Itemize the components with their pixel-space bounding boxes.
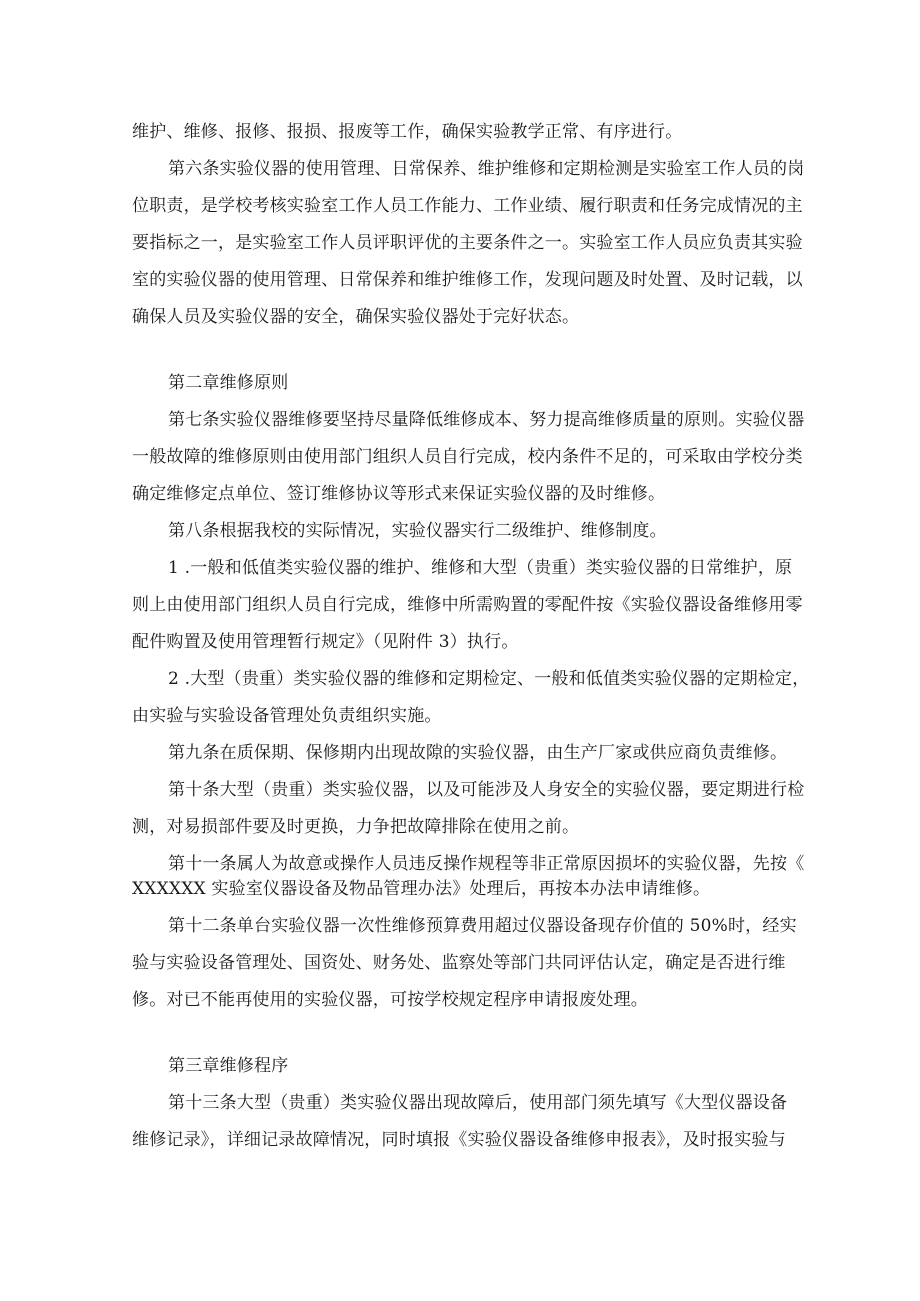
article-8-line: 第八条根据我校的实际情况，实验仪器实行二级维护、维修制度。 bbox=[168, 521, 667, 541]
article-12-line: 第十二条单台实验仪器一次性维修预算费用超过仪器设备现存价值的 50%时，经实 bbox=[168, 916, 797, 936]
text-line: 测，对易损部件要及时更换，力争把故障排除在使用之前。 bbox=[132, 817, 580, 837]
text-line: 要指标之一，是实验室工作人员评职评优的主要条件之一。实验室工作人员应负责其实验 bbox=[132, 233, 803, 253]
text-line: 确定维修定点单位、签订维修协议等形式来保证实验仪器的及时维修。 bbox=[132, 484, 666, 504]
article-10-line: 第十条大型（贵重）类实验仪器，以及可能涉及人身安全的实验仪器，要定期进行检 bbox=[168, 780, 805, 800]
text-line: 确保人员及实验仪器的安全，确保实验仪器处于完好状态。 bbox=[132, 307, 580, 327]
text-line: 则上由使用部门组织人员自行完成，维修中所需购置的零配件按《实验仪器设备维修用零 bbox=[132, 595, 803, 615]
item-2-line: 2 .大型（贵重）类实验仪器的维修和定期检定、一般和低值类实验仪器的定期检定， bbox=[168, 669, 810, 689]
article-7-line: 第七条实验仪器维修要坚持尽量降低维修成本、努力提高维修质量的原则。实验仪器 bbox=[168, 410, 805, 430]
text-line: XXXXXX 实验室仪器设备及物品管理办法》处理后，再按本办法申请维修。 bbox=[132, 879, 711, 899]
article-13-line: 第十三条大型（贵重）类实验仪器出现故障后，使用部门须先填写《大型仪器设备 bbox=[168, 1093, 788, 1113]
text-line: 一般故障的维修原则由使用部门组织人员自行完成，校内条件不足的，可采取由学校分类 bbox=[132, 447, 803, 467]
article-11-line: 第十一条属人为故意或操作人员违反操作规程等非正常原因损坏的实验仪器，先按《 bbox=[168, 854, 805, 874]
chapter-2-heading: 第二章维修原则 bbox=[168, 373, 289, 393]
text-line: 由实验与实验设备管理处负责组织实施。 bbox=[132, 706, 442, 726]
text-line: 室的实验仪器的使用管理、日常保养和维护维修工作，发现问题及时处置、及时记载，以 bbox=[132, 270, 803, 290]
text-line: 验与实验设备管理处、国资处、财务处、监察处等部门共同评估认定，确定是否进行维 bbox=[132, 953, 786, 973]
article-6-line: 第六条实验仪器的使用管理、日常保养、维护维修和定期检测是实验室工作人员的岗 bbox=[168, 159, 805, 179]
article-9-line: 第九条在质保期、保修期内出现故隙的实验仪器，由生产厂家或供应商负责维修。 bbox=[168, 743, 788, 763]
item-1-line: 1 .一般和低值类实验仪器的维护、维修和大型（贵重）类实验仪器的日常维护，原 bbox=[168, 558, 793, 578]
chapter-3-heading: 第三章维修程序 bbox=[168, 1056, 289, 1076]
text-line: 维护、维修、报修、报损、报废等工作，确保实验教学正常、有序进行。 bbox=[132, 122, 683, 142]
text-line: 修。对已不能再使用的实验仪器，可按学校规定程序申请报废处理。 bbox=[132, 990, 648, 1010]
text-line: 位职责，是学校考核实验室工作人员工作能力、工作业绩、履行职责和任务完成情况的主 bbox=[132, 196, 803, 216]
text-line: 配件购置及使用管理暂行规定》（见附件 3）执行。 bbox=[132, 632, 519, 652]
text-line: 维修记录》，详细记录故障情况，同时填报《实验仪器设备维修申报表》，及时报实验与 bbox=[132, 1130, 786, 1150]
